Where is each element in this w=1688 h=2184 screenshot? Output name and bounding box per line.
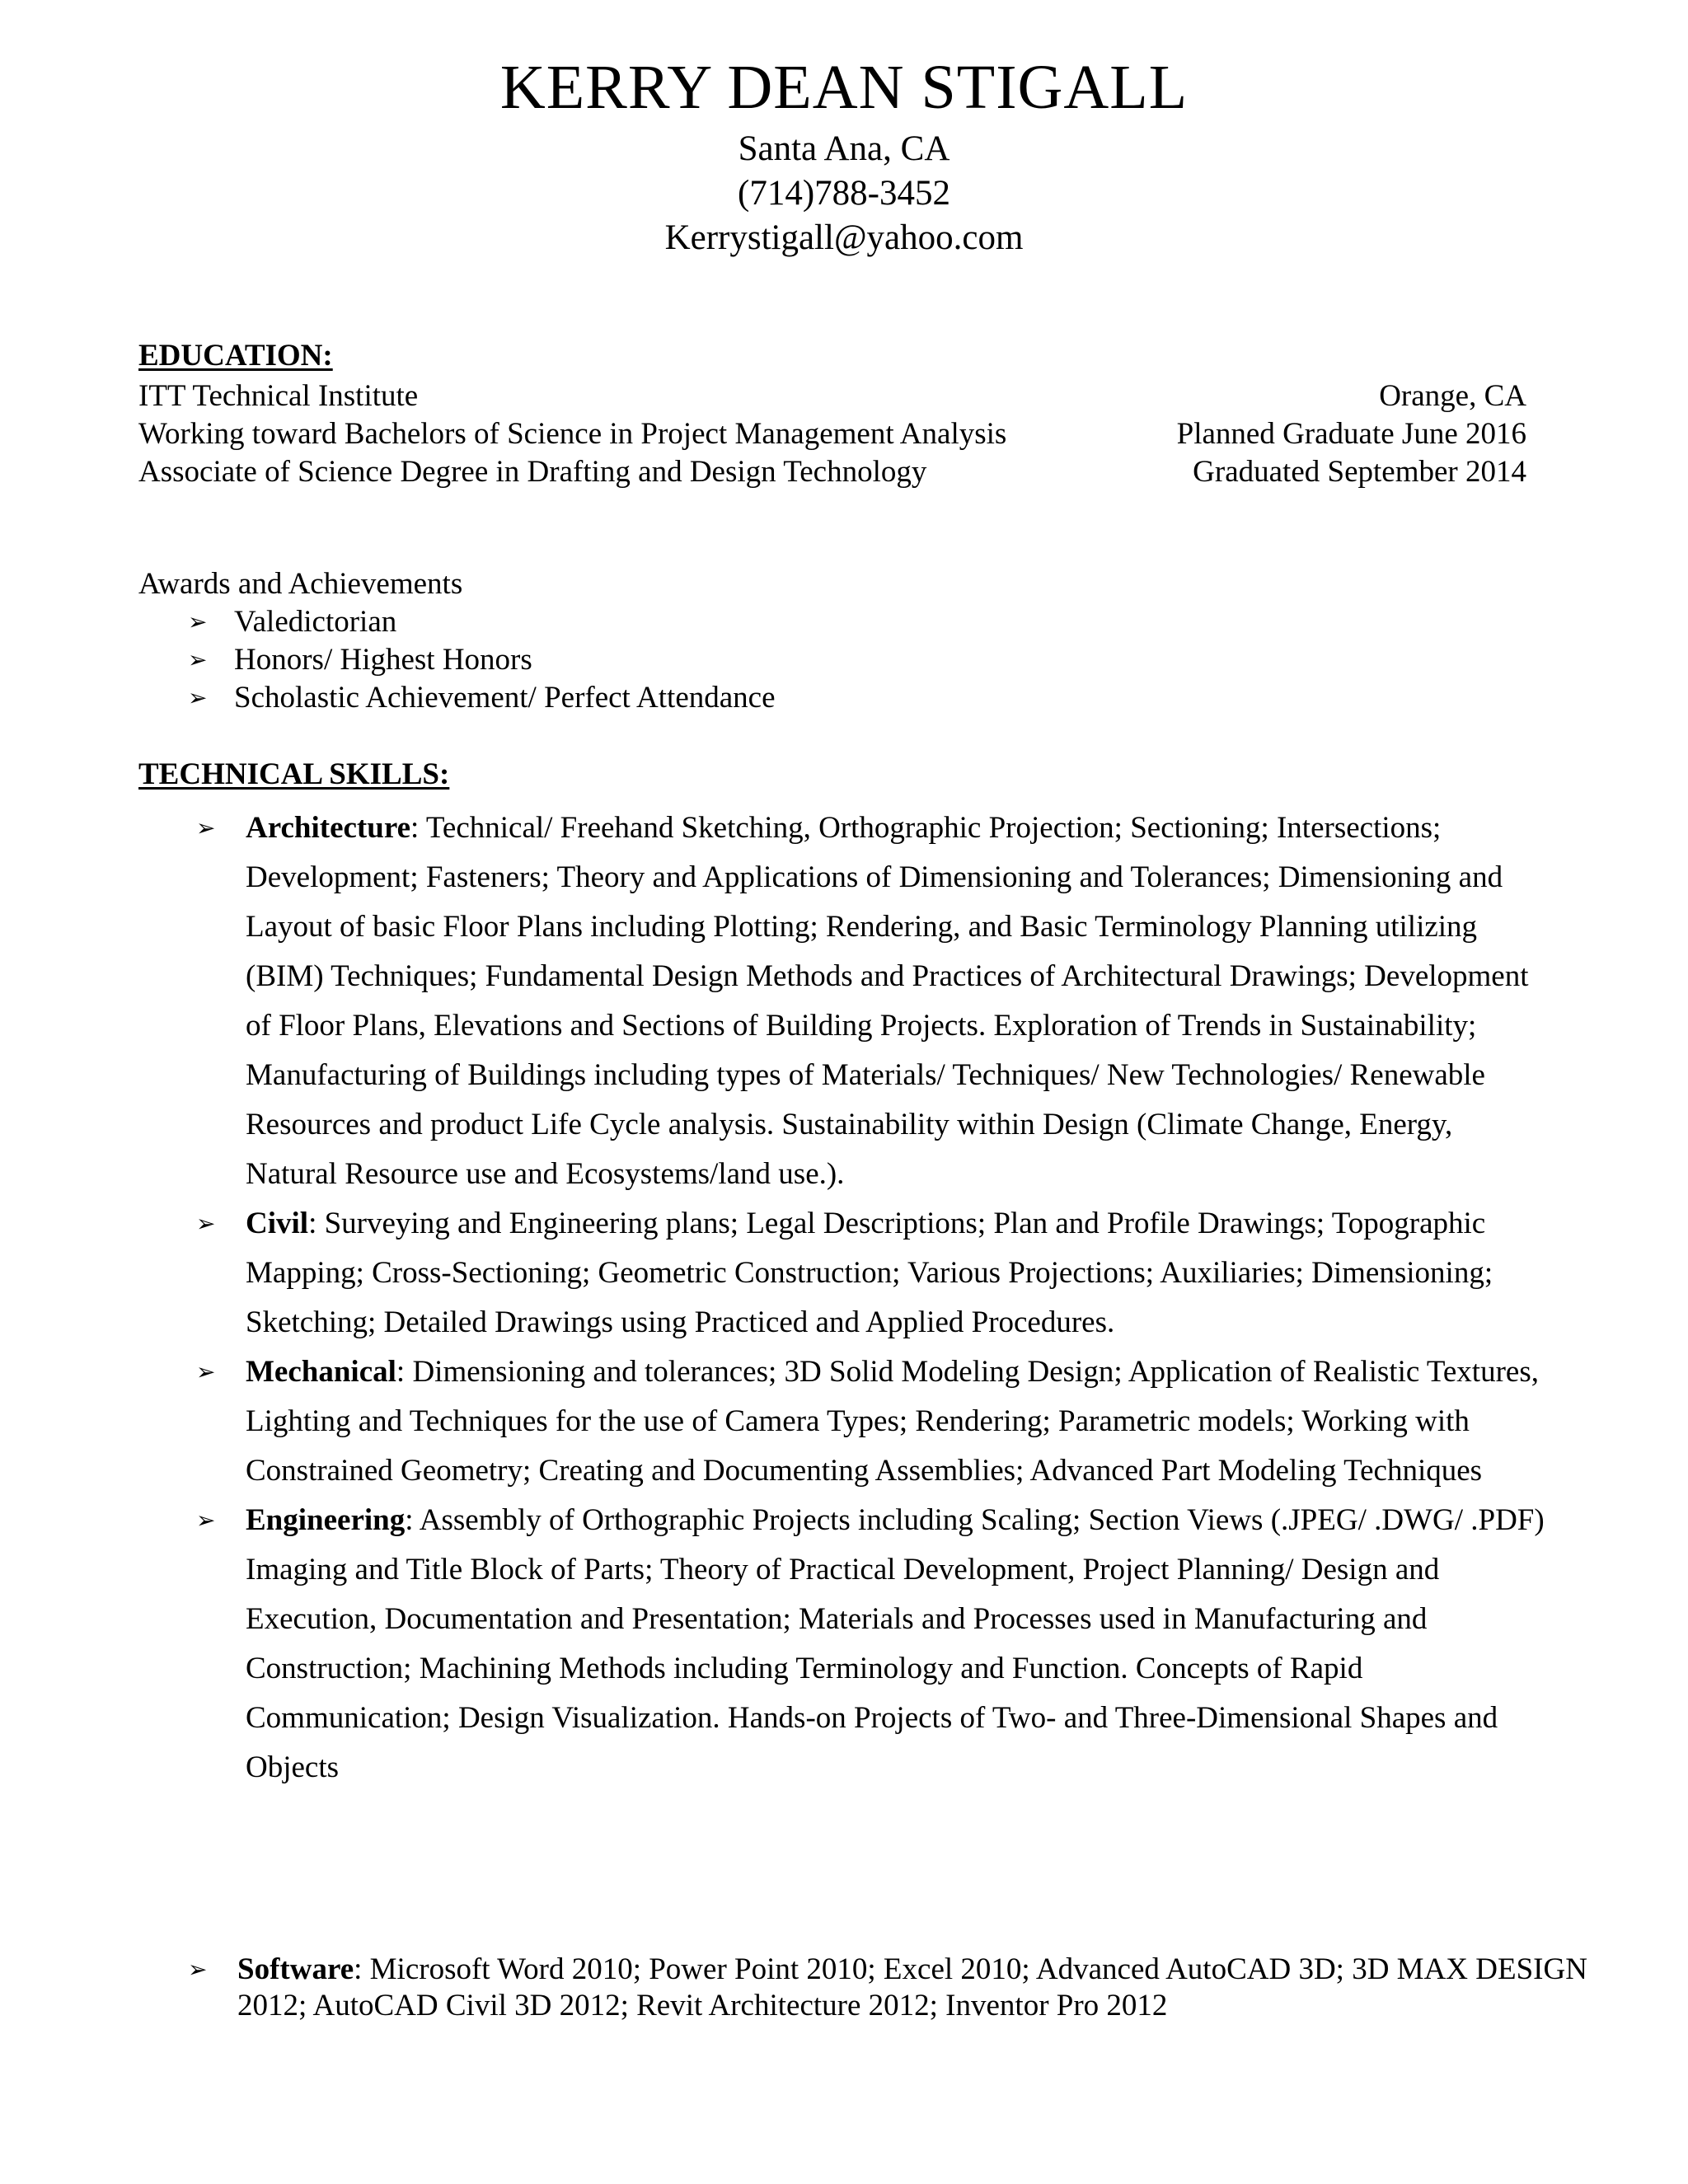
list-item: ➢ Scholastic Achievement/ Perfect Attendance	[188, 679, 776, 717]
awards-list	[188, 603, 776, 717]
arrowhead-bullet-icon: ➢	[188, 646, 208, 673]
degree-date: Planned Graduate June 2016	[1176, 417, 1526, 451]
list-item: ➢ Valedictorian	[188, 603, 776, 641]
degree: Associate of Science Degree in Drafting and Design Technology	[138, 455, 927, 489]
education-row	[138, 377, 1526, 415]
skill-software: ➢ Software: Microsoft Word 2010; Power Point 2010; Excel 2010; Advanced AutoCAD 3D; 3D MAX DESIGN 2012; AutoCAD Civil 3D 2012; Revit Architecture 2012; Inventor Pro 2012	[188, 1952, 1587, 2022]
candidate-name: KERRY DEAN STIGALL	[499, 53, 1189, 122]
technical-skills-heading: TECHNICAL SKILLS:	[138, 757, 450, 791]
skill-civil: ➢ Civil: Surveying and Engineering plans; Legal Descriptions; Plan and Profile Drawings; Topographic Mapping; Cross-Sectioning; Geometric Construction; Various Projections; Auxiliaries; Dimensioning; Sketching; Detailed Drawings using Practiced and Applied Procedures.	[196, 1199, 1548, 1347]
education-row	[138, 415, 1526, 453]
arrowhead-bullet-icon: ➢	[196, 1210, 216, 1237]
education-row	[138, 453, 1526, 491]
arrowhead-bullet-icon: ➢	[188, 608, 208, 635]
location: Santa Ana, CA	[738, 129, 950, 168]
awards-title: Awards and Achievements	[138, 567, 463, 601]
list-item: ➢ Honors/ Highest Honors	[188, 641, 776, 679]
degree-date: Graduated September 2014	[1193, 455, 1526, 489]
phone: (714)788-3452	[738, 174, 950, 213]
resume-header	[0, 48, 1688, 260]
arrowhead-bullet-icon: ➢	[196, 1507, 216, 1534]
skill-mechanical: ➢ Mechanical: Dimensioning and tolerances; 3D Solid Modeling Design; Application of Realistic Textures, Lighting and Techniques for the use of Camera Types; Rendering; Parametric models; Working with Constrained Geometry; Creating and Documenting Assemblies; Advanced Part Modeling Techniques	[196, 1347, 1548, 1496]
skill-engineering: ➢ Engineering: Assembly of Orthographic Projects including Scaling; Section Views (.JPEG/ .DWG/ .PDF) Imaging and Title Block of Parts; Theory of Practical Development, Project Planning/ Design and Execution, Documentation and Presentation; Materials and Processes used in Manufacturing and Construction; Machining Methods including Terminology and Function. Concepts of Rapid Communication; Design Visualization. Hands-on Projects of Two- and Three-Dimensional Shapes and Objects	[196, 1496, 1548, 1793]
arrowhead-bullet-icon: ➢	[188, 684, 208, 711]
degree: Working toward Bachelors of Science in Project Management Analysis	[138, 417, 1007, 451]
education-heading: EDUCATION:	[138, 339, 333, 373]
school-location: Orange, CA	[1379, 379, 1526, 413]
school-name: ITT Technical Institute	[138, 379, 419, 413]
arrowhead-bullet-icon: ➢	[188, 1956, 208, 1983]
skill-architecture: ➢ Architecture: Technical/ Freehand Sketching, Orthographic Projection; Sectioning; Intersections; Development; Fasteners; Theory and Applications of Dimensioning and Tolerances; Dimensioning and Layout of basic Floor Plans including Plotting; Rendering, and Basic Terminology Planning utilizing (BIM) Techniques; Fundamental Design Methods and Practices of Architectural Drawings; Development of Floor Plans, Elevations and Sections of Building Projects. Exploration of Trends in Sustainability; Manufacturing of Buildings including types of Materials/ Techniques/ New Technologies/ Renewable Resources and product Life Cycle analysis. Sustainability within Design (Climate Change, Energy, Natural Resource use and Ecosystems/land use.).	[196, 804, 1548, 1199]
arrowhead-bullet-icon: ➢	[196, 814, 216, 841]
email: Kerrystigall@yahoo.com	[664, 218, 1024, 257]
arrowhead-bullet-icon: ➢	[196, 1358, 216, 1385]
skills-list	[196, 804, 1548, 1793]
